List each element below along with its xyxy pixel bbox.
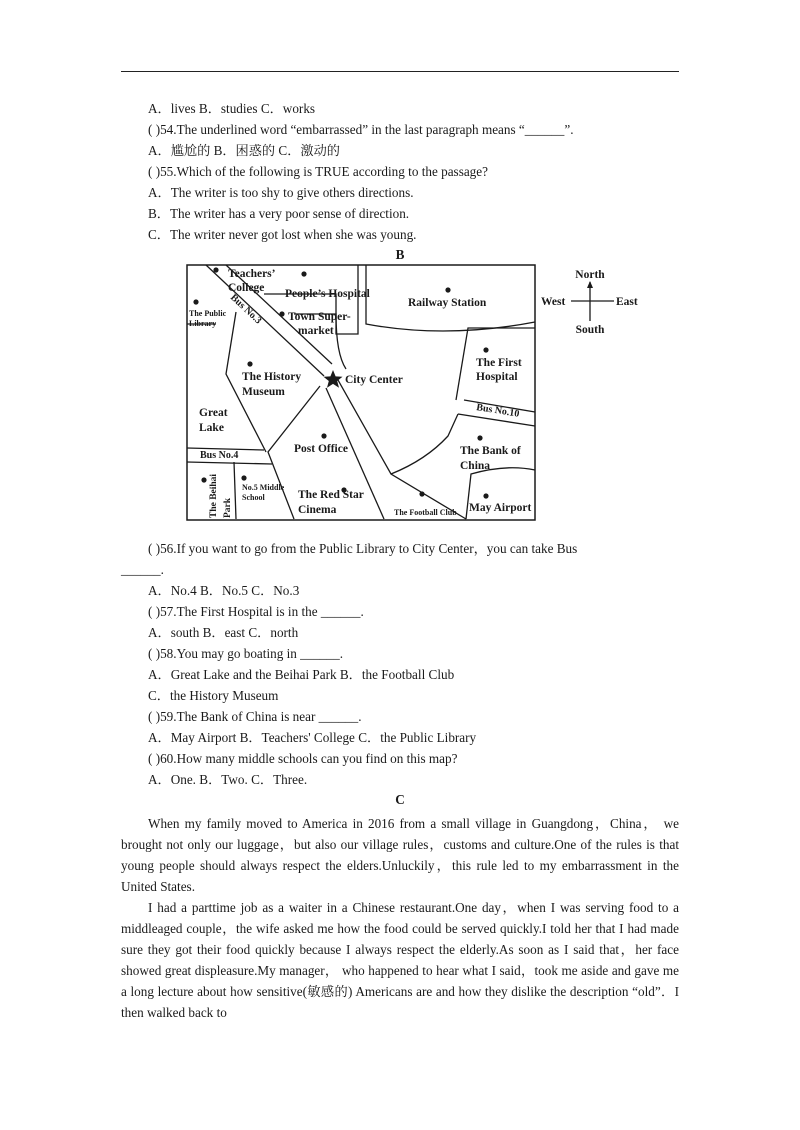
question-59: ( )59.The Bank of China is near ______. — [148, 709, 362, 724]
label-peoples-hospital: People’s Hospital — [285, 288, 370, 300]
q54-options: A．尴尬的 B．困惑的 C．激动的 — [148, 143, 340, 158]
section-b-heading: B — [395, 247, 405, 262]
dot-history-museum — [247, 361, 252, 366]
label-no5-school-1: No.5 Middle — [242, 483, 285, 492]
q53-options: A．lives B．studies C．works — [148, 101, 316, 116]
label-history-museum-2: Museum — [242, 386, 285, 398]
label-beihai-park-1: The Beihai — [209, 473, 219, 518]
compass-west: West — [541, 296, 566, 308]
label-may-airport: May Airport — [469, 502, 532, 514]
question-60: ( )60.How many middle schools can you find on this map? — [148, 751, 458, 766]
dot-may-airport — [483, 493, 488, 498]
compass-south: South — [575, 324, 605, 336]
label-bus3: Bus No.3 — [227, 292, 264, 327]
label-bank-of-china-2: China — [460, 460, 491, 472]
q55-option-c: C．The writer never got lost when she was young. — [148, 227, 417, 242]
label-red-star-cinema-1: The Red Star — [298, 489, 364, 501]
dot-railway-station — [445, 287, 450, 292]
town-map — [186, 264, 536, 522]
label-first-hospital-2: Hospital — [476, 371, 518, 383]
passage-c — [121, 813, 679, 1023]
dot-first-hospital — [483, 347, 488, 352]
question-54: ( )54.The underlined word “embarrassed” in the last paragraph means “______”. — [148, 122, 574, 137]
label-beihai-park-2: Park — [223, 497, 233, 518]
compass-north-arrow-icon — [587, 281, 593, 288]
label-bank-of-china-1: The Bank of — [460, 445, 521, 457]
q60-options: A．One. B．Two. C．Three. — [148, 772, 308, 787]
label-red-star-cinema-2: Cinema — [298, 504, 337, 516]
compass-east: East — [616, 296, 638, 308]
dot-beihai-park — [201, 477, 206, 482]
question-57: ( )57.The First Hospital is in the ______. — [148, 604, 364, 619]
passage-c-paragraph-1: When my family moved to America in 2016 from a small village in Guangdong，China， we brought not only our luggage，but also our village rules，customs and culture.One of the rules is that young people should always respect the elders.Unluckily，this rule led to my embarrassment in the United States. — [121, 816, 679, 894]
label-teachers-college-2: College — [228, 282, 265, 294]
q55-option-a: A．The writer is too shy to give others directions. — [148, 185, 414, 200]
dot-peoples-hospital — [301, 271, 306, 276]
dot-bank-of-china — [477, 435, 482, 440]
label-town-supermarket-2: market — [298, 325, 334, 337]
label-bus4: Bus No.4 — [200, 450, 239, 461]
question-58: ( )58.You may go boating in ______. — [148, 646, 344, 661]
dot-football-club — [419, 491, 424, 496]
question-56-line1: ( )56.If you want to go from the Public Library to City Center，you can take Bus — [148, 541, 578, 556]
label-public-library-1: The Public — [189, 309, 227, 318]
dot-post-office — [321, 433, 326, 438]
label-football-club: The Football Club — [394, 508, 457, 517]
q56-options: A．No.4 B．No.5 C．No.3 — [148, 583, 300, 598]
label-bus10: Bus No.10 — [475, 402, 521, 420]
question-56-line2: ______. — [121, 562, 164, 577]
q59-options: A．May Airport B．Teachers' College C．the Public Library — [148, 730, 477, 745]
q55-option-b: B．The writer has a very poor sense of direction. — [148, 206, 410, 221]
compass-north: North — [575, 269, 605, 281]
top-rule — [121, 71, 679, 72]
dot-town-supermarket — [279, 311, 284, 316]
label-history-museum-1: The History — [242, 371, 302, 383]
label-great-lake-1: Great — [199, 407, 228, 419]
question-55: ( )55.Which of the following is TRUE according to the passage? — [148, 164, 488, 179]
label-post-office: Post Office — [294, 443, 348, 455]
label-public-library-2: Library — [189, 319, 217, 328]
label-no5-school-2: School — [242, 493, 265, 502]
label-town-supermarket-1: Town Super- — [288, 311, 351, 323]
dot-teachers-college — [213, 267, 218, 272]
passage-c-paragraph-2: I had a parttime job as a waiter in a Chinese restaurant.One day，when I was serving food to a middleaged couple，the wife asked me how the food could be served quickly.I told her that I had made sure they got their food quickly because I always respect the elderly.As soon as I said that，her face showed great displeasure.My manager， who happened to hear what I said，took me aside and gave me a long lecture about how sensitive(敏感的) Americans are and how they dislike the description “old”．I then walked back to — [121, 900, 679, 1020]
compass-rose — [538, 266, 648, 340]
dot-no5-school — [241, 475, 246, 480]
q57-options: A．south B．east C．north — [148, 625, 299, 640]
section-c-heading: C — [395, 792, 405, 807]
q58-options-ab: A．Great Lake and the Beihai Park B．the Football Club — [148, 667, 455, 682]
label-railway-station: Railway Station — [408, 297, 487, 309]
label-city-center: City Center — [345, 374, 403, 386]
label-teachers-college-1: Teachers’ — [228, 268, 276, 280]
label-first-hospital-1: The First — [476, 357, 522, 369]
label-great-lake-2: Lake — [199, 422, 224, 434]
q58-option-c: C．the History Museum — [148, 688, 279, 703]
dot-public-library — [193, 299, 198, 304]
